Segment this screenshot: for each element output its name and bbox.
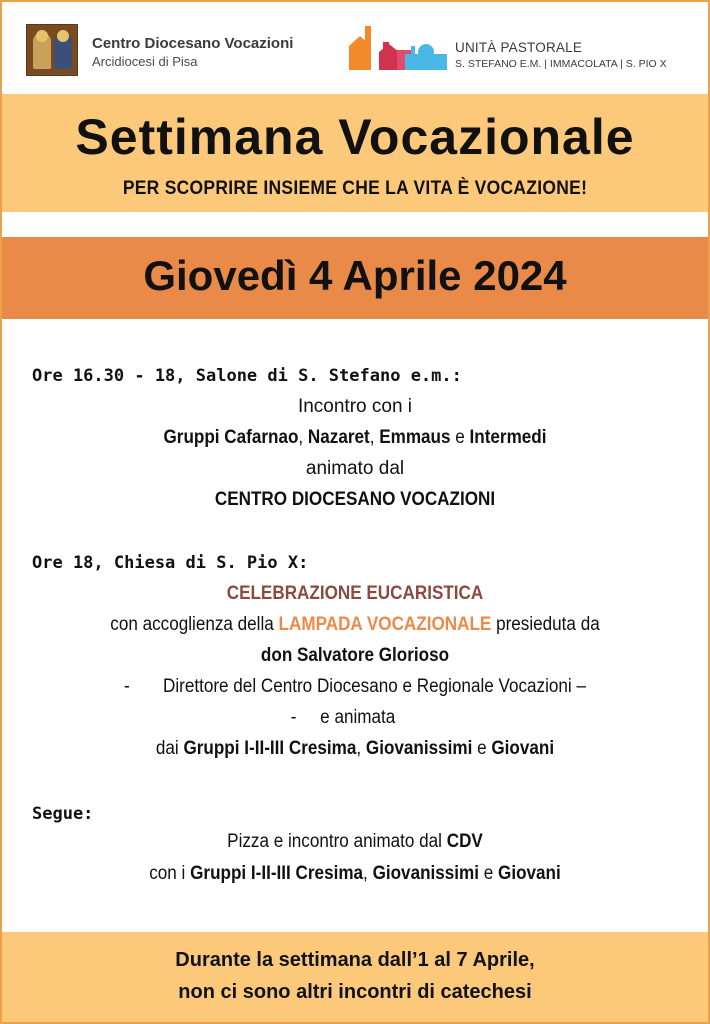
event-date: Giovedì 4 Aprile 2024 <box>143 252 567 299</box>
event3-label: Segue: <box>32 804 94 824</box>
footer-line1: Durante la settimana dall’1 al 7 Aprile, <box>175 949 535 971</box>
cdv-subtitle: Arcidiocesi di Pisa <box>92 54 198 69</box>
subtitle: PER SCOPRIRE INSIEME CHE LA VITA È VOCAZIONE! <box>122 178 588 199</box>
event1-organizer: CENTRO DIOCESANO VOCAZIONI <box>214 489 496 510</box>
event1-line1: Incontro con i <box>297 396 413 417</box>
event1-time: Ore 16.30 - 18, Salone di S. Stefano e.m.: <box>32 366 462 386</box>
event3-line2: con i Gruppi I-II-III Cresima, Giovanissimi e Giovani <box>149 863 561 884</box>
event1-groups: Gruppi Cafarnao, Nazaret, Emmaus e Intermedi <box>163 427 547 448</box>
event3-line1: Pizza e incontro animato dal CDV <box>227 831 483 852</box>
saints-icon <box>26 24 78 76</box>
footer-line2: non ci sono altri incontri di catechesi <box>178 981 532 1003</box>
main-title: Settimana Vocazionale <box>75 109 635 165</box>
event2-priest: don Salvatore Glorioso <box>260 645 450 666</box>
event2-celebration: CELEBRAZIONE EUCARISTICA <box>226 583 484 604</box>
event2-time: Ore 18, Chiesa di S. Pio X: <box>32 553 309 573</box>
footer-band <box>2 932 708 1022</box>
up-title: UNITÀ PASTORALE <box>455 40 583 55</box>
event2-role: - Direttore del Centro Diocesano e Regionale Vocazioni – <box>124 676 586 697</box>
event2-groups: dai Gruppi I-II-III Cresima, Giovanissimi e Giovani <box>155 738 555 759</box>
event2-lamp-line: con accoglienza della LAMPADA VOCAZIONALE presieduta da <box>110 614 600 635</box>
event1-line3: animato dal <box>305 458 405 479</box>
header <box>2 2 708 94</box>
event2-animated: - e animata <box>290 707 396 728</box>
up-subtitle: S. STEFANO E.M. | IMMACOLATA | S. PIO X <box>455 58 667 70</box>
churches-logo-icon <box>347 24 449 72</box>
cdv-name: Centro Diocesano Vocazioni <box>92 35 294 52</box>
